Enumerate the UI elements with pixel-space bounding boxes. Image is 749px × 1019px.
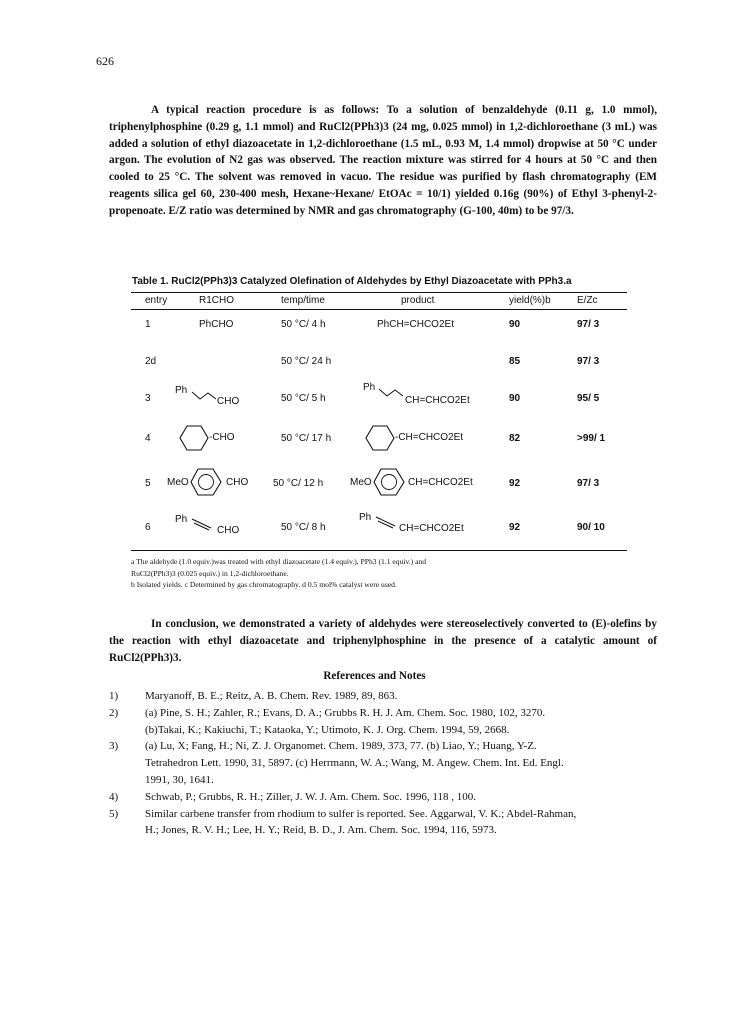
reference-item xyxy=(109,705,669,739)
conclusion-paragraph xyxy=(109,616,657,666)
row3-aldehyde-cho: CHO xyxy=(217,396,240,407)
header-temp-time: temp/time xyxy=(281,295,325,306)
row6-product-ester: CH=CHCO2Et xyxy=(399,523,464,534)
row3-aldehyde-ph: Ph xyxy=(175,385,188,396)
row5-ez: 97/ 3 xyxy=(577,478,600,489)
row3-product-ph: Ph xyxy=(363,382,376,393)
row3-product-ester: CH=CHCO2Et xyxy=(405,395,470,406)
row4-ez: >99/ 1 xyxy=(577,433,606,444)
row4-entry: 4 xyxy=(145,433,151,444)
row6-aldehyde-alkyne-icon xyxy=(191,516,219,532)
reference-line: 1991, 30, 1641. xyxy=(145,773,214,786)
table-top-rule xyxy=(131,292,627,293)
page-number: 626 xyxy=(96,54,114,68)
reference-line: (a) Pine, S. H.; Zahler, R.; Evans, D. A.; Grubbs R. H. J. Am. Chem. Soc. 1980, 102, 3270. xyxy=(145,706,546,719)
header-product: product xyxy=(401,295,435,306)
results-table xyxy=(131,292,627,552)
row5-aldehyde-meo: MeO xyxy=(167,477,189,488)
row1-yield: 90 xyxy=(509,319,521,330)
reference-line: Tetrahedron Lett. 1990, 31, 5897. (c) Herrmann, W. A.; Wang, M. Angew. Chem. Int. Ed. Engl. xyxy=(145,757,564,770)
row6-temp: 50 °C/ 8 h xyxy=(281,522,326,533)
row4-temp: 50 °C/ 17 h xyxy=(281,433,332,444)
table-header-rule xyxy=(131,309,627,310)
row1-ez: 97/ 3 xyxy=(577,319,600,330)
reference-line: Schwab, P.; Grubbs, R. H.; Ziller, J. W. J. Am. Chem. Soc. 1996, 118 , 100. xyxy=(145,790,476,803)
row3-entry: 3 xyxy=(145,393,151,404)
footnote-a: a The aldehyde (1.0 equiv.)was treated with ethyl diazoacetate (1.4 equiv.), PPh3 (1.1 equiv.) and xyxy=(131,557,427,566)
row5-aryl-ring-icon xyxy=(189,467,223,497)
references-heading: References and Notes xyxy=(323,670,426,682)
header-entry: entry xyxy=(145,295,168,306)
row2-ez: 97/ 3 xyxy=(577,356,600,367)
table-caption: Table 1. RuCl2(PPh3)3 Catalyzed Olefination of Aldehydes by Ethyl Diazoacetate with PPh3.a xyxy=(132,276,572,287)
row4-cyclohexane-icon xyxy=(179,424,209,452)
row5-yield: 92 xyxy=(509,478,521,489)
header-aldehyde: R1CHO xyxy=(199,295,235,306)
reference-line: (b)Takai, K.; Kakiuchi, T.; Kataoka, Y.; Utimoto, K. J. Org. Chem. 1994, 59, 2668. xyxy=(145,723,510,736)
reference-number: 2) xyxy=(109,706,119,719)
row5-entry: 5 xyxy=(145,478,151,489)
reference-item xyxy=(109,688,669,705)
row6-ez: 90/ 10 xyxy=(577,522,605,533)
row3-ez: 95/ 5 xyxy=(577,393,600,404)
row5-aldehyde-cho: CHO xyxy=(226,477,249,488)
row3-yield: 90 xyxy=(509,393,521,404)
row5-product-ester: CH=CHCO2Et xyxy=(408,477,473,488)
reference-number: 3) xyxy=(109,740,119,753)
row4-product-ester: -CH=CHCO2Et xyxy=(395,432,464,443)
procedure-text: A typical reaction procedure is as follows: To a solution of benzaldehyde (0.11 g, 1.0 mmol), triphenylphosphine (0.29 g, 1.1 mmol) and RuCl2(PPh3)3 (24 mg, 0.025 mmol) in 1,2-dichloroethane (3 mL) was added a solution of ethyl diazoacetate in 1,2-dichloroethane (1.5 mL, 0.93 M, 1.4 mmol) dropwise at 50 °C under argon. The evolution of N2 gas was observed. The reaction mixture was stirred for 4 hours at 50 °C and then cooled to 25 °C. The solvent was removed in vacuo. The residue was purified by flash chromatography (EM reagents silica gel 60, 230-400 mesh, Hexane~Hexane/ EtOAc = 10/1) yielded 0.16g (90%) of Ethyl 3-phenyl-2-propenoate. E/Z ratio was determined by NMR and gas chromatography (G-100, 40m) to be 97/3. xyxy=(109,104,657,217)
reference-number: 4) xyxy=(109,790,119,803)
reference-item xyxy=(109,738,669,788)
reference-line: Maryanoff, B. E.; Reitz, A. B. Chem. Rev. 1989, 89, 863. xyxy=(145,690,398,702)
row6-entry: 6 xyxy=(145,522,151,533)
row1-temp: 50 °C/ 4 h xyxy=(281,319,326,330)
row4-product-cyclohexane-icon xyxy=(365,424,395,452)
table-bottom-rule xyxy=(131,550,627,551)
reference-line: H.; Jones, R. V. H.; Lee, H. Y.; Reid, B. D., J. Am. Chem. Soc. 1994, 116, 5973. xyxy=(145,824,497,837)
reference-number: 5) xyxy=(109,807,119,820)
procedure-paragraph xyxy=(109,102,657,220)
row5-product-aryl-ring-icon xyxy=(372,467,406,497)
row2-entry: 2d xyxy=(145,356,157,367)
references-list xyxy=(109,688,669,839)
reference-number: 1) xyxy=(109,690,119,702)
row5-product-meo: MeO xyxy=(350,477,372,488)
row6-aldehyde-cho: CHO xyxy=(217,525,240,536)
row1-entry: 1 xyxy=(145,319,151,330)
row1-aldehyde: PhCHO xyxy=(199,319,234,330)
row6-yield: 92 xyxy=(509,522,521,533)
row3-product-chain-icon xyxy=(378,385,408,399)
footnote-a-cont: RuCl2(PPh3)3 (0.025 equiv.) in 1,2-dichloroethane. xyxy=(131,568,289,578)
row4-yield: 82 xyxy=(509,433,521,444)
header-yield: yield(%)b xyxy=(509,295,551,306)
row6-aldehyde-ph: Ph xyxy=(175,514,188,525)
row3-temp: 50 °C/ 5 h xyxy=(281,393,326,404)
conclusion-text: In conclusion, we demonstrated a variety of aldehydes were stereoselectively converted to (E)-olefins by the reaction with ethyl diazoacetate and triphenylphosphine in the presence of a catalytic amount of RuCl2(PPh3)3. xyxy=(109,618,657,664)
reference-item xyxy=(109,806,669,840)
row4-aldehyde-cho: -CHO xyxy=(209,432,235,443)
reference-line: Similar carbene transfer from rhodium to sulfer is reported. See. Aggarwal, V. K.; Abdel-Rahman, xyxy=(145,807,577,820)
table-footnotes xyxy=(131,556,631,591)
row1-product: PhCH=CHCO2Et xyxy=(377,319,454,330)
row6-product-ph: Ph xyxy=(359,512,372,523)
row2-temp: 50 °C/ 24 h xyxy=(281,356,332,367)
row5-temp: 50 °C/ 12 h xyxy=(273,478,324,489)
reference-item xyxy=(109,789,669,806)
reference-line: (a) Lu, X; Fang, H.; Ni, Z. J. Organomet. Chem. 1989, 373, 77. (b) Liao, Y.; Huang, Y-Z. xyxy=(145,740,537,753)
header-ez-ratio: E/Zc xyxy=(577,295,598,306)
row2-yield: 85 xyxy=(509,356,521,367)
footnote-bcd: b Isolated yields. c Determined by gas chromatography. d 0.5 mol% catalyst were used. xyxy=(131,580,397,590)
